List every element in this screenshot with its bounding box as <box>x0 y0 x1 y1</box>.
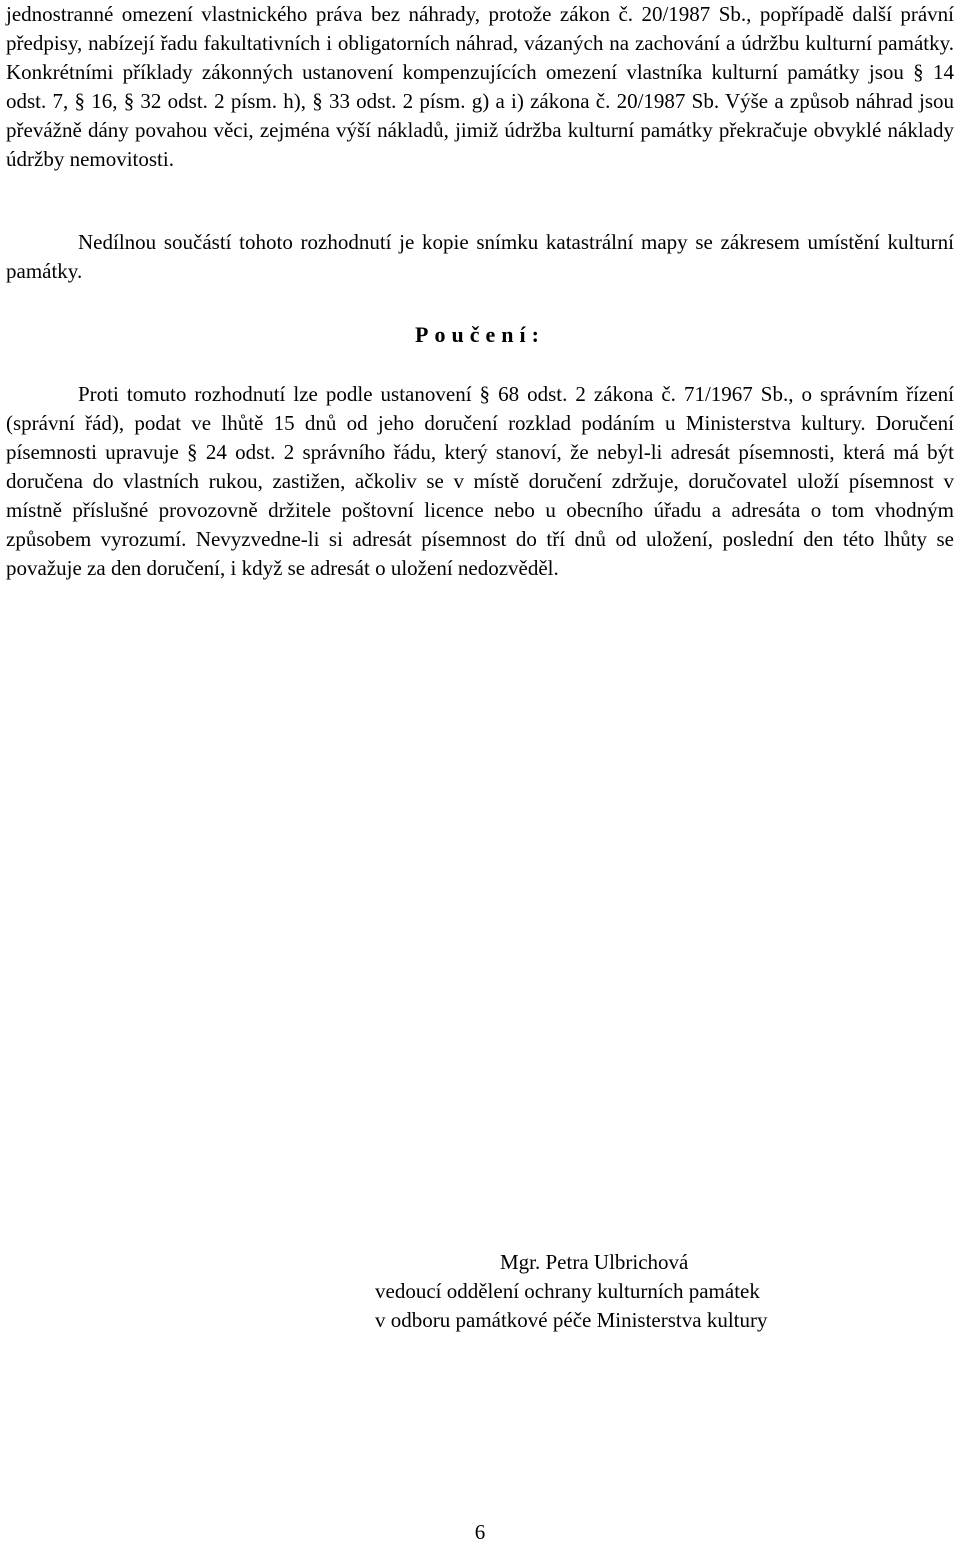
signatory-title-line-1: vedoucí oddělení ochrany kulturních památek <box>375 1279 760 1303</box>
paragraph-appeal-instructions: Proti tomuto rozhodnutí lze podle ustanovení § 68 odst. 2 zákona č. 71/1967 Sb., o správním řízení (správní řád), podat ve lhůtě 15 dnů od jeho doručení rozklad podáním u Ministerstva kultury. Doručení písemnosti upravuje § 24 odst. 2 správního řádu, který stanoví, že nebyl-li adresát písemnosti, která má být doručena do vlastních rukou, zastižen, ačkoliv se v místě doručení zdržuje, doručovatel uloží písemnost v místně příslušné provozovně držitele poštovní licence nebo u obecního úřadu a adresáta o tom vhodným způsobem vyrozumí. Nevyzvedne-li si adresát písemnost do tří dnů od uložení, poslední den této lhůty se považuje za den doručení, i když se adresát o uložení nedozvěděl. <box>6 382 954 580</box>
instruction-heading: Poučení: <box>415 322 545 347</box>
signatory-title-line-2: v odboru památkové péče Ministerstva kultury <box>375 1308 768 1332</box>
page-number: 6 <box>474 1520 486 1544</box>
signature-block <box>375 1248 768 1335</box>
paragraph-compensation: jednostranné omezení vlastnického práva bez náhrady, protože zákon č. 20/1987 Sb., popřípadě další právní předpisy, nabízejí řadu fakultativních i obligatorních náhrad, vázaných na zachování a údržbu kulturní památky. Konkrétními příklady zákonných ustanovení kompenzujících omezení vlastníka kulturní památky jsou § 14 odst. 7, § 16, § 32 odst. 2 písm. h), § 33 odst. 2 písm. g) a i) zákona č. 20/1987 Sb. Výše a způsob náhrad jsou převážně dány povahou věci, zejména výší nákladů, jimiž údržba kulturní památky překračuje obvyklé náklady údržby nemovitosti. <box>6 2 954 171</box>
signatory-name: Mgr. Petra Ulbrichová <box>500 1250 689 1274</box>
paragraph-cadastral-map: Nedílnou součástí tohoto rozhodnutí je kopie snímku katastrální mapy se zákresem umístění kulturní památky. <box>6 230 954 283</box>
